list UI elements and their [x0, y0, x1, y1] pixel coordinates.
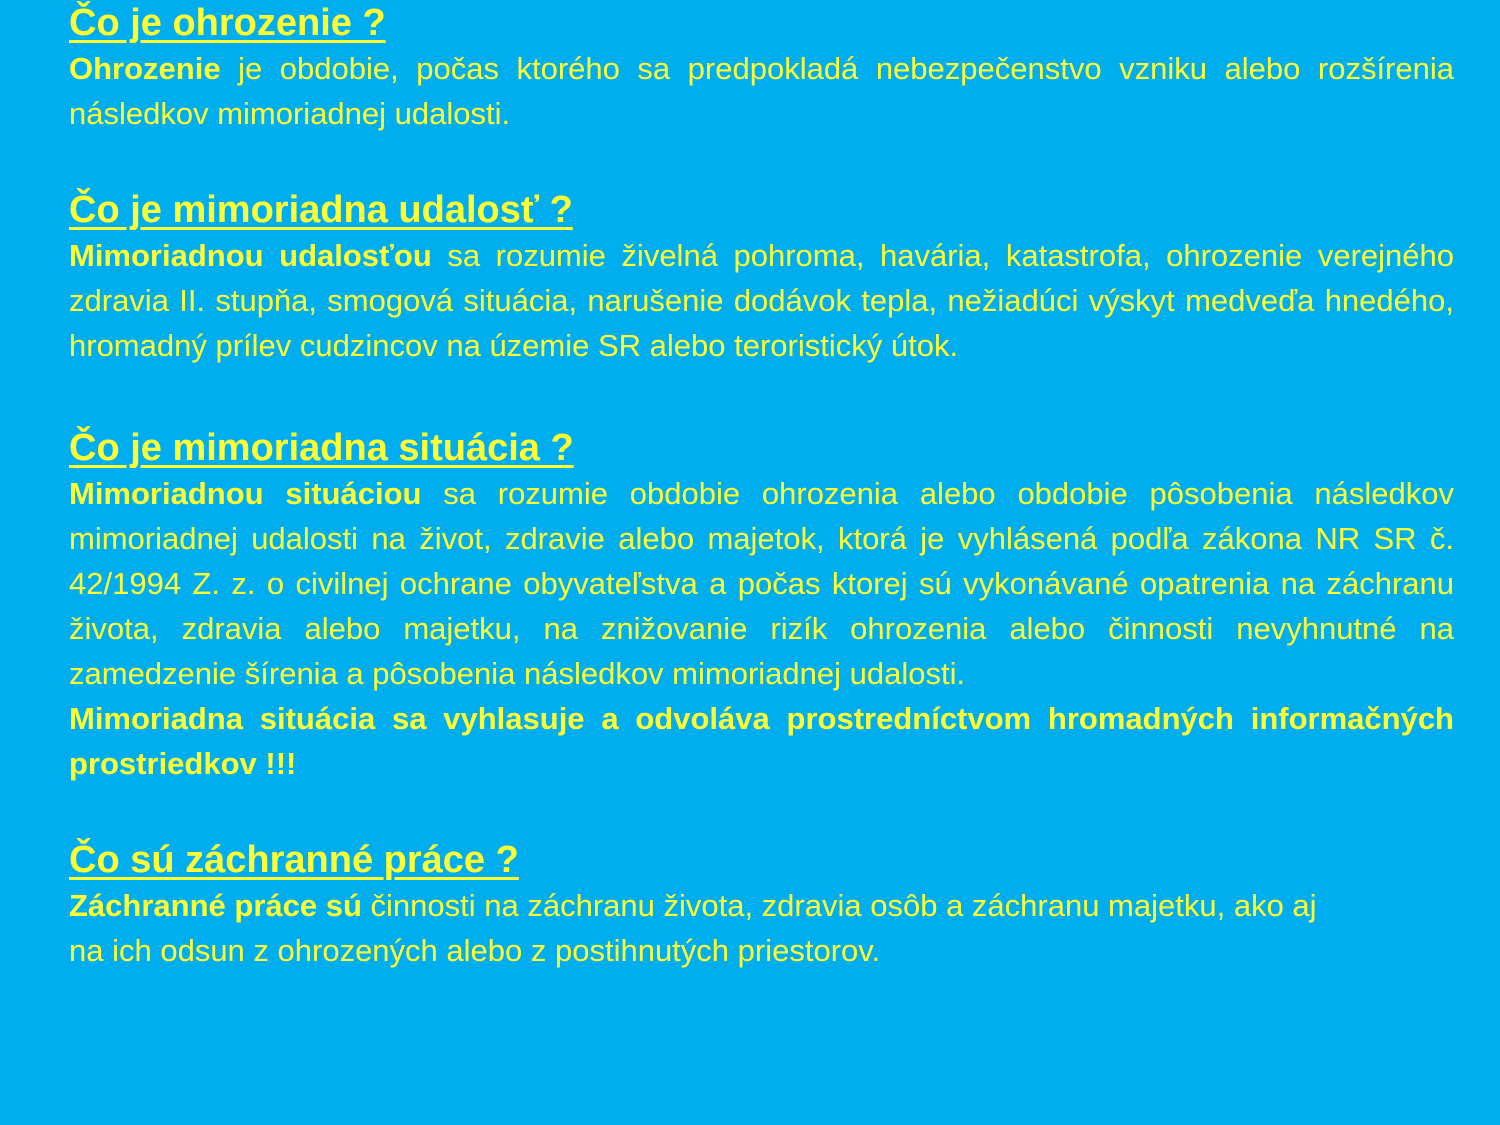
- term-threat: Ohrozenie: [69, 51, 221, 86]
- paragraph-threat: [69, 46, 1454, 136]
- paragraph-emergency-event: [69, 233, 1454, 368]
- paragraph-rescue-work: [69, 883, 1319, 973]
- section-spacer: [69, 786, 1454, 837]
- term-rescue-work: Záchranné práce sú: [69, 888, 362, 923]
- emergency-situation-note: Mimoriadna situácia sa vyhlasuje a odvoláva prostredníctvom hromadných informačných prostriedkov !!!: [69, 701, 1454, 781]
- paragraph-emergency-situation: [69, 471, 1454, 696]
- definition-emergency-situation: sa rozumie obdobie ohrozenia alebo obdobie pôsobenia následkov mimoriadnej udalosti na život, zdravie alebo majetok, ktorá je vyhlásená podľa zákona NR SR č. 42/1994 Z. z. o civilnej ochrane obyvateľstva a počas ktorej sú vykonávané opatrenia na záchranu života, zdravia alebo majetku, na znižovanie rizík ohrozenia alebo činnosti nevyhnutné na zamedzenie šírenia a pôsobenia následkov mimoriadnej udalosti.: [69, 476, 1454, 691]
- heading-emergency-situation: Čo je mimoriadna situácia ?: [69, 427, 574, 469]
- definition-threat: je obdobie, počas ktorého sa predpokladá nebezpečenstvo vzniku alebo rozšírenia následkov mimoriadnej udalosti.: [69, 51, 1454, 131]
- heading-rescue-work: Čo sú záchranné práce ?: [69, 839, 519, 881]
- term-emergency-event: Mimoriadnou udalosťou: [69, 238, 432, 273]
- heading-emergency-event: Čo je mimoriadna udalosť ?: [69, 189, 573, 231]
- definition-rescue-work: činnosti na záchranu života, zdravia osôb a záchranu majetku, ako aj na ich odsun z ohrozených alebo z postihnutých priestorov.: [69, 888, 1317, 968]
- definition-emergency-event: sa rozumie živelná pohroma, havária, katastrofa, ohrozenie verejného zdravia II. stupňa, smogová situácia, narušenie dodávok tepla, nežiadúci výskyt medveďa hnedého, hromadný prílev cudzincov na územie SR alebo teroristický útok.: [69, 238, 1454, 363]
- section-spacer: [69, 136, 1454, 187]
- slide-content: [69, 0, 1454, 973]
- term-emergency-situation: Mimoriadnou situáciou: [69, 476, 422, 511]
- heading-threat: Čo je ohrozenie ?: [69, 2, 386, 44]
- section-spacer: [69, 368, 1454, 425]
